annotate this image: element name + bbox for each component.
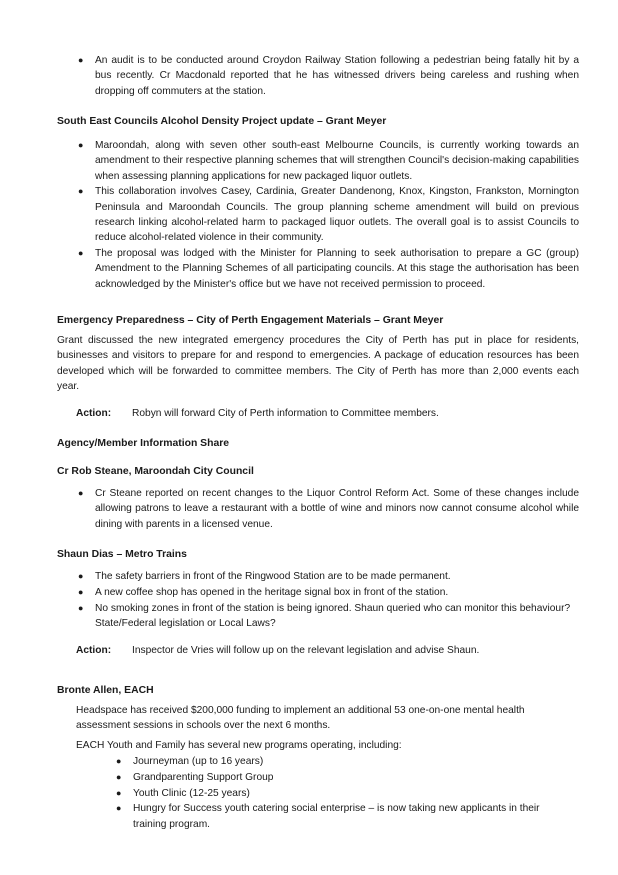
bullet-dot: ● xyxy=(78,488,84,498)
bullet-dot: ● xyxy=(116,771,122,782)
list-item: ● Youth Clinic (12-25 years) xyxy=(114,786,554,801)
list-item: ● A new coffee shop has opened in the heritage signal box in front of the station. xyxy=(76,585,579,600)
intro-bullet-list xyxy=(76,53,579,99)
list-item: ● Maroondah, along with seven other south-east Melbourne Councils, is currently working towards an amendment to their respective planning schemes that will strengthen Council's decision-making capabilities when assessing planning applications for new packaged liquor outlets. xyxy=(78,140,579,182)
section-heading-steane: Cr Rob Steane, Maroondah City Council xyxy=(57,466,254,477)
action-label: Action: xyxy=(76,408,112,419)
bullet-dot: ● xyxy=(78,602,84,613)
action-text: Inspector de Vries will follow up on the relevant legislation and advise Shaun. xyxy=(132,645,480,656)
allen-paragraph-2: EACH Youth and Family has several new programs operating, including: xyxy=(76,740,402,751)
dias-action xyxy=(76,643,579,658)
section-heading-dias: Shaun Dias – Metro Trains xyxy=(57,549,187,560)
alcohol-bullet-list xyxy=(76,138,579,292)
section-heading-emergency: Emergency Preparedness – City of Perth Engagement Materials – Grant Meyer xyxy=(57,315,444,326)
list-item: ● Journeyman (up to 16 years) xyxy=(114,754,554,769)
bullet-dot: ● xyxy=(78,186,84,197)
bullet-dot: ● xyxy=(78,248,84,259)
bullet-dot: ● xyxy=(116,803,122,814)
section-heading-share: Agency/Member Information Share xyxy=(57,438,230,449)
section-heading-allen: Bronte Allen, EACH xyxy=(57,685,154,696)
list-item: ● The proposal was lodged with the Minister for Planning to seek authorisation to prepare a GC (group) Amendment to the Planning Schemes of all participating councils. At this stage the authorisation has been acknowledged by the Minister's office but we have not received permission to proceed. xyxy=(78,248,579,290)
list-item: ● An audit is to be conducted around Croydon Railway Station following a pedestrian being fatally hit by a bus recently. Cr Macdonald reported that he has witnessed drivers being careless and rushing when dropping off commuters at the station. xyxy=(78,55,579,97)
allen-bullet-list xyxy=(114,754,554,832)
list-item: ● Cr Steane reported on recent changes to the Liquor Control Reform Act. Some of these changes include allowing patrons to leave a restaurant with a bottle of wine and minors now cannot consume alcohol while dining with parents in a licensed venue. xyxy=(78,488,579,530)
bullet-dot: ● xyxy=(78,571,84,581)
bullet-dot: ● xyxy=(116,787,122,798)
list-item: ● This collaboration involves Casey, Cardinia, Greater Dandenong, Knox, Kingston, Frankston, Mornington Peninsula and Maroondah Councils. The group planning scheme amendment will build on previous research linking alcohol-related harm to packaged liquor outlets. The overall goal is to assist Councils to reduce alcohol-related violence in their community. xyxy=(78,186,579,244)
emergency-paragraph: Grant discussed the new integrated emergency procedures the City of Perth has put in place for residents, businesses and visitors to prepare for and respond to emergencies. A package of education resources has been developed which will be forwarded to committee members. The City of Perth has more than 2,000 events each year. xyxy=(57,335,579,392)
list-item: ● No smoking zones in front of the station is being ignored. Shaun queried who can monitor this behaviour? State/Federal legislation or Local Laws? xyxy=(78,602,571,629)
list-item: ● Hungry for Success youth catering social enterprise – is now taking new applicants in their training program. xyxy=(116,803,540,830)
list-item: ● The safety barriers in front of the Ringwood Station are to be made permanent. xyxy=(76,569,579,584)
allen-paragraph-1: Headspace has received $200,000 funding to implement an additional 53 one-on-one mental health assessment sessions in schools over the next 6 months. xyxy=(76,705,525,732)
list-item: ● Grandparenting Support Group xyxy=(114,770,554,785)
bullet-dot: ● xyxy=(78,140,84,150)
action-text: Robyn will forward City of Perth information to Committee members. xyxy=(132,408,439,419)
action-label: Action: xyxy=(76,645,112,656)
steane-bullet-list xyxy=(76,486,579,532)
section-heading-alcohol: South East Councils Alcohol Density Project update – Grant Meyer xyxy=(57,116,387,127)
bullet-dot: ● xyxy=(78,586,84,597)
bullet-dot: ● xyxy=(116,756,122,766)
bullet-dot: ● xyxy=(78,55,84,65)
dias-bullet-list xyxy=(76,569,579,632)
emergency-action xyxy=(76,406,579,421)
